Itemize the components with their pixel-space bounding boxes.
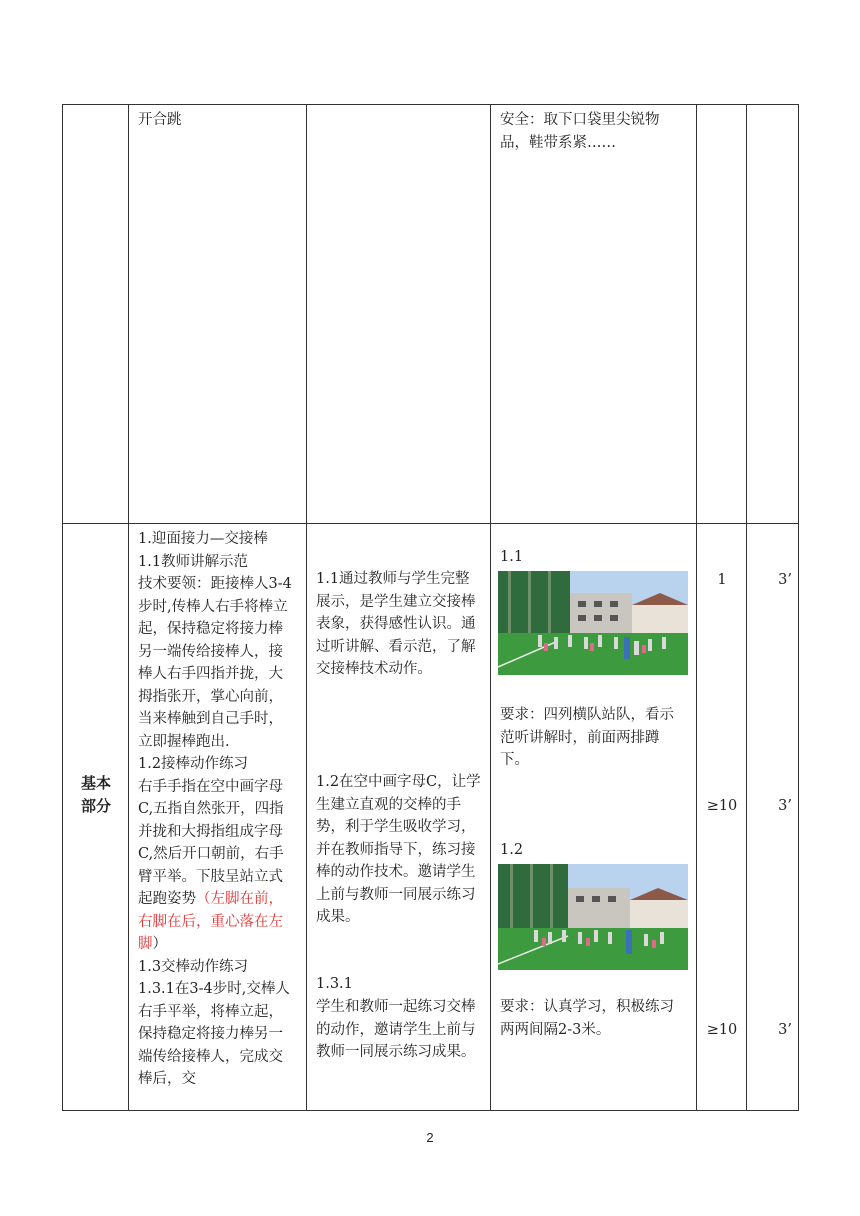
- method-paragraph: 学生和教师一起练习交棒的动作，邀请学生上前与教师一同展示练习成果。: [316, 999, 476, 1060]
- count-value: 1: [717, 572, 727, 588]
- content-cell: [129, 524, 307, 1111]
- section-cell: [63, 524, 129, 1111]
- content-text: 开合跳: [138, 112, 182, 128]
- method-cell: [307, 524, 491, 1111]
- time-cell: [747, 105, 799, 524]
- method-cell: [307, 105, 491, 524]
- count-cell: [697, 524, 747, 1111]
- content-subheading: 1.3交棒动作练习: [138, 958, 249, 975]
- page-number: 2: [426, 1130, 434, 1145]
- lesson-plan-table: [62, 104, 799, 1111]
- figure-label: 1.2: [500, 842, 524, 858]
- organization-cell: [491, 105, 697, 524]
- count-column: [697, 524, 746, 1104]
- section-label-line: 部分: [80, 797, 111, 815]
- content-text-span: ）: [152, 936, 167, 952]
- section-cell: [63, 105, 129, 524]
- requirement-text: 要求：四列横队站队，看示范听讲解时，前面两排蹲下。: [500, 707, 674, 768]
- method-text: [307, 524, 490, 1108]
- time-column: [747, 524, 798, 1104]
- content-subheading: 1.2接棒动作练习: [138, 756, 249, 772]
- method-subheading: 1.3.1: [316, 976, 353, 992]
- content-cell: [129, 105, 307, 524]
- requirement-text: 要求：认真学习，积极练习两两间隔2-3米。: [500, 999, 674, 1038]
- highlight-text: （左脚在前，右脚在后，重心落在左脚: [138, 891, 283, 952]
- count-cell: [697, 105, 747, 524]
- content-text-span: 右手手指在空中画字母C,五指自然张开，四指并拢和大拇指组成字母C,然后开口朝前，右手臂平举。下肢呈站立式起跑姿势: [138, 778, 284, 907]
- time-value: 3’: [778, 1022, 792, 1038]
- count-value: ≥10: [706, 1022, 738, 1038]
- table-row: [63, 524, 799, 1111]
- section-label: [63, 772, 129, 818]
- table-row: [63, 105, 799, 524]
- class-photo-2: [498, 864, 688, 970]
- organization-content: [491, 524, 696, 1108]
- method-paragraph: 1.2在空中画字母C，让学生建立直观的交棒的手势，利于学生吸收学习，并在教师指导下，练习接棒的动作技术。邀请学生上前与教师一同展示练习成果。: [316, 774, 481, 925]
- time-cell: [747, 524, 799, 1111]
- safety-note: 安全：取下口袋里尖锐物品，鞋带系紧……: [500, 112, 660, 151]
- content-paragraph: 1.3.1在3-4步时,交棒人右手平举，将棒立起，保持稳定将接力棒另一端传给接棒人，完成交棒后，交: [138, 981, 290, 1087]
- content-paragraph: [138, 776, 297, 956]
- method-paragraph: 1.1通过教师与学生完整展示，是学生建立交接棒表象，获得感性认识。通过听讲解、看示范，了解交接棒技术动作。: [316, 571, 476, 677]
- figure-label: 1.1: [500, 549, 524, 565]
- organization-cell: [491, 524, 697, 1111]
- content-subheading: 1.1教师讲解示范: [138, 553, 249, 570]
- time-value: 3’: [778, 572, 792, 588]
- content-heading: 1.迎面接力—交接棒: [138, 531, 268, 547]
- section-label-line: 基本: [80, 774, 111, 792]
- content-text: [129, 524, 306, 1091]
- count-value: ≥10: [706, 798, 738, 814]
- time-value: 3’: [778, 798, 792, 814]
- class-photo-1: [498, 571, 688, 675]
- content-paragraph: 技术要领：距接棒人3-4步时,传棒人右手将棒立起，保持稳定将接力棒另一端传给接棒人，接棒人右手四指并拢，大拇指张开，掌心向前，当来棒触到自己手时，立即握棒跑出.: [138, 576, 292, 750]
